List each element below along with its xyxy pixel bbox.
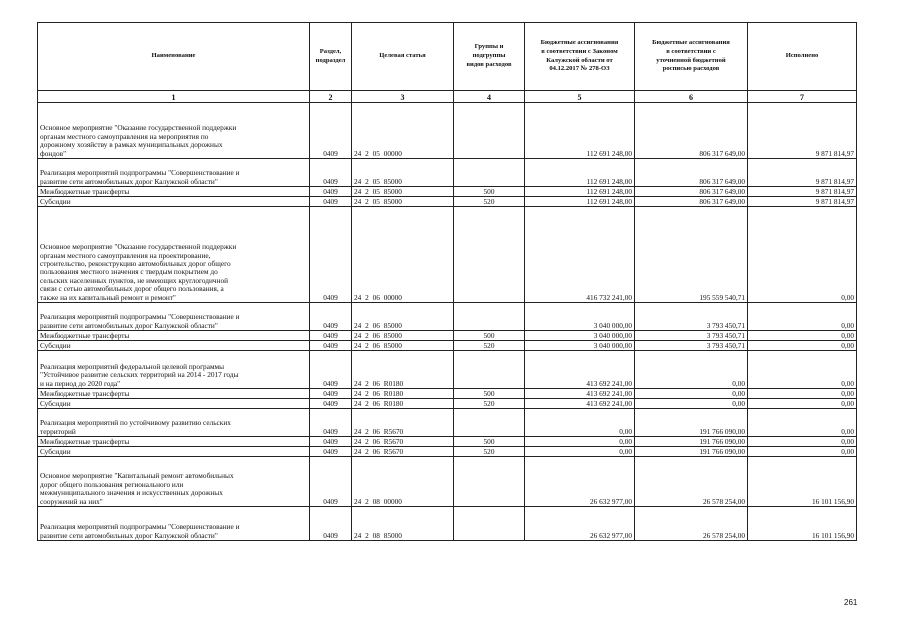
row-group xyxy=(454,507,525,541)
row-executed-amount: 9 871 814,97 xyxy=(748,197,857,207)
row-law-amount: 413 692 241,00 xyxy=(525,399,635,409)
row-executed-amount: 9 871 814,97 xyxy=(748,159,857,187)
table-row xyxy=(38,399,857,409)
row-executed-amount: 0,00 xyxy=(748,341,857,351)
row-refined-amount: 26 578 254,00 xyxy=(635,507,748,541)
row-name: Субсидии xyxy=(38,341,310,351)
row-group xyxy=(454,303,525,331)
row-target: 24 2 06 85000 xyxy=(352,303,454,331)
row-refined-amount: 3 793 450,71 xyxy=(635,341,748,351)
table-row xyxy=(38,389,857,399)
table-row xyxy=(38,197,857,207)
page-number: 261 xyxy=(844,598,858,607)
row-executed-amount: 0,00 xyxy=(748,447,857,457)
row-law-amount: 0,00 xyxy=(525,409,635,437)
row-target: 24 2 05 85000 xyxy=(352,159,454,187)
row-name: Субсидии xyxy=(38,197,310,207)
row-refined-amount: 3 793 450,71 xyxy=(635,331,748,341)
row-group: 500 xyxy=(454,331,525,341)
row-refined-amount: 0,00 xyxy=(635,389,748,399)
row-law-amount: 112 691 248,00 xyxy=(525,197,635,207)
row-name: Основное мероприятие "Оказание государственной поддержки органам местного самоуправления на мероприятия по дорожному хозяйству в рамках муниципальных дорожных фондов" xyxy=(38,103,310,159)
row-name: Реализация мероприятий подпрограммы "Совершенствование и развитие сети автомобильных дорог Калужской области" xyxy=(38,507,310,541)
row-group: 520 xyxy=(454,447,525,457)
table-row xyxy=(38,437,857,447)
row-executed-amount: 0,00 xyxy=(748,389,857,399)
row-executed-amount: 0,00 xyxy=(748,351,857,389)
table-row xyxy=(38,409,857,437)
row-group xyxy=(454,409,525,437)
header-row xyxy=(38,23,857,91)
row-group xyxy=(454,351,525,389)
header-law: Бюджетные ассигнования в соответствии с Законом Калужской области от 04.12.2017 № 278-ОЗ xyxy=(525,23,635,91)
row-refined-amount: 191 766 090,00 xyxy=(635,447,748,457)
row-name: Межбюджетные трансферты xyxy=(38,331,310,341)
table-row xyxy=(38,103,857,159)
row-executed-amount: 9 871 814,97 xyxy=(748,103,857,159)
row-name: Реализация мероприятий по устойчивому развитию сельских территорий xyxy=(38,409,310,437)
row-law-amount: 3 040 000,00 xyxy=(525,331,635,341)
row-group xyxy=(454,457,525,507)
row-target: 24 2 06 R5670 xyxy=(352,437,454,447)
row-group: 500 xyxy=(454,187,525,197)
row-section: 0409 xyxy=(310,207,352,303)
column-number: 5 xyxy=(525,91,635,103)
row-executed-amount: 0,00 xyxy=(748,437,857,447)
row-name: Реализация мероприятий федеральной целевой программы "Устойчивое развитие сельских территорий на 2014 - 2017 годы и на период до 2020 года" xyxy=(38,351,310,389)
row-section: 0409 xyxy=(310,437,352,447)
row-name: Межбюджетные трансферты xyxy=(38,437,310,447)
row-target: 24 2 06 85000 xyxy=(352,331,454,341)
row-executed-amount: 0,00 xyxy=(748,331,857,341)
row-name: Межбюджетные трансферты xyxy=(38,187,310,197)
row-law-amount: 413 692 241,00 xyxy=(525,389,635,399)
header-refined: Бюджетные ассигнования в соответствии с уточненной бюджетной росписью расходов xyxy=(635,23,748,91)
table-row xyxy=(38,507,857,541)
row-group: 520 xyxy=(454,197,525,207)
row-executed-amount: 0,00 xyxy=(748,303,857,331)
row-law-amount: 0,00 xyxy=(525,437,635,447)
row-refined-amount: 806 317 649,00 xyxy=(635,103,748,159)
row-name: Субсидии xyxy=(38,399,310,409)
row-target: 24 2 06 R0180 xyxy=(352,389,454,399)
column-number: 7 xyxy=(748,91,857,103)
row-name: Реализация мероприятий подпрограммы "Совершенствование и развитие сети автомобильных дорог Калужской области" xyxy=(38,303,310,331)
table-row xyxy=(38,187,857,197)
row-target: 24 2 08 85000 xyxy=(352,507,454,541)
row-executed-amount: 9 871 814,97 xyxy=(748,187,857,197)
table-row xyxy=(38,303,857,331)
row-section: 0409 xyxy=(310,409,352,437)
header-group: Группы и подгруппы видов расходов xyxy=(454,23,525,91)
header-target: Целевая статья xyxy=(352,23,454,91)
row-group: 520 xyxy=(454,399,525,409)
row-section: 0409 xyxy=(310,351,352,389)
row-section: 0409 xyxy=(310,389,352,399)
row-group: 500 xyxy=(454,437,525,447)
row-section: 0409 xyxy=(310,303,352,331)
row-name: Основное мероприятие "Оказание государственной поддержки органам местного самоуправления на проектирование, строительство, реконструкцию автомобильных дорог общего пользования местного значения с твердым покрытием до сельских населенных пунктов, не имеющих круглогодичной связи с сетью автомобильных дорог общего пользования, а также на их капитальный ремонт и ремонт" xyxy=(38,207,310,303)
row-target: 24 2 06 R5670 xyxy=(352,409,454,437)
table-row xyxy=(38,447,857,457)
row-refined-amount: 0,00 xyxy=(635,351,748,389)
row-target: 24 2 06 00000 xyxy=(352,207,454,303)
row-name: Основное мероприятие "Капитальный ремонт автомобильных дорог общего пользования регионального или межмуниципального значения и искусственных дорожных сооружений на них" xyxy=(38,457,310,507)
row-executed-amount: 0,00 xyxy=(748,399,857,409)
row-refined-amount: 195 559 540,71 xyxy=(635,207,748,303)
column-number: 2 xyxy=(310,91,352,103)
row-section: 0409 xyxy=(310,399,352,409)
row-refined-amount: 191 766 090,00 xyxy=(635,437,748,447)
row-executed-amount: 0,00 xyxy=(748,409,857,437)
row-target: 24 2 06 R0180 xyxy=(352,351,454,389)
header-name: Наименование xyxy=(38,23,310,91)
row-target: 24 2 05 85000 xyxy=(352,197,454,207)
column-number: 1 xyxy=(38,91,310,103)
row-section: 0409 xyxy=(310,507,352,541)
row-group xyxy=(454,207,525,303)
row-law-amount: 112 691 248,00 xyxy=(525,159,635,187)
row-section: 0409 xyxy=(310,447,352,457)
row-group: 500 xyxy=(454,389,525,399)
row-section: 0409 xyxy=(310,341,352,351)
row-law-amount: 3 040 000,00 xyxy=(525,303,635,331)
row-section: 0409 xyxy=(310,187,352,197)
budget-table xyxy=(37,22,857,541)
header-executed: Исполнено xyxy=(748,23,857,91)
row-law-amount: 112 691 248,00 xyxy=(525,103,635,159)
row-group: 520 xyxy=(454,341,525,351)
row-group xyxy=(454,159,525,187)
row-refined-amount: 806 317 649,00 xyxy=(635,197,748,207)
table-row xyxy=(38,159,857,187)
row-refined-amount: 0,00 xyxy=(635,399,748,409)
table-row xyxy=(38,207,857,303)
row-law-amount: 416 732 241,00 xyxy=(525,207,635,303)
row-name: Реализация мероприятий подпрограммы "Совершенствование и развитие сети автомобильных дорог Калужской области" xyxy=(38,159,310,187)
column-number-row xyxy=(38,91,857,103)
row-refined-amount: 191 766 090,00 xyxy=(635,409,748,437)
column-number: 6 xyxy=(635,91,748,103)
table-row xyxy=(38,341,857,351)
row-name: Субсидии xyxy=(38,447,310,457)
row-section: 0409 xyxy=(310,103,352,159)
row-executed-amount: 0,00 xyxy=(748,207,857,303)
row-target: 24 2 06 R5670 xyxy=(352,447,454,457)
row-section: 0409 xyxy=(310,197,352,207)
row-target: 24 2 08 00000 xyxy=(352,457,454,507)
table-row xyxy=(38,351,857,389)
column-number: 4 xyxy=(454,91,525,103)
row-target: 24 2 06 R0180 xyxy=(352,399,454,409)
row-law-amount: 0,00 xyxy=(525,447,635,457)
row-group xyxy=(454,103,525,159)
row-refined-amount: 806 317 649,00 xyxy=(635,187,748,197)
row-section: 0409 xyxy=(310,159,352,187)
row-target: 24 2 06 85000 xyxy=(352,341,454,351)
row-target: 24 2 05 85000 xyxy=(352,187,454,197)
table-row xyxy=(38,457,857,507)
row-name: Межбюджетные трансферты xyxy=(38,389,310,399)
row-law-amount: 3 040 000,00 xyxy=(525,341,635,351)
row-executed-amount: 16 101 156,90 xyxy=(748,457,857,507)
table-row xyxy=(38,331,857,341)
row-target: 24 2 05 00000 xyxy=(352,103,454,159)
row-section: 0409 xyxy=(310,331,352,341)
row-law-amount: 413 692 241,00 xyxy=(525,351,635,389)
row-refined-amount: 26 578 254,00 xyxy=(635,457,748,507)
row-law-amount: 26 632 977,00 xyxy=(525,457,635,507)
column-number: 3 xyxy=(352,91,454,103)
row-law-amount: 26 632 977,00 xyxy=(525,507,635,541)
row-refined-amount: 3 793 450,71 xyxy=(635,303,748,331)
row-executed-amount: 16 101 156,90 xyxy=(748,507,857,541)
table-body xyxy=(38,103,857,541)
row-refined-amount: 806 317 649,00 xyxy=(635,159,748,187)
header-section: Раздел, подраздел xyxy=(310,23,352,91)
row-law-amount: 112 691 248,00 xyxy=(525,187,635,197)
row-section: 0409 xyxy=(310,457,352,507)
